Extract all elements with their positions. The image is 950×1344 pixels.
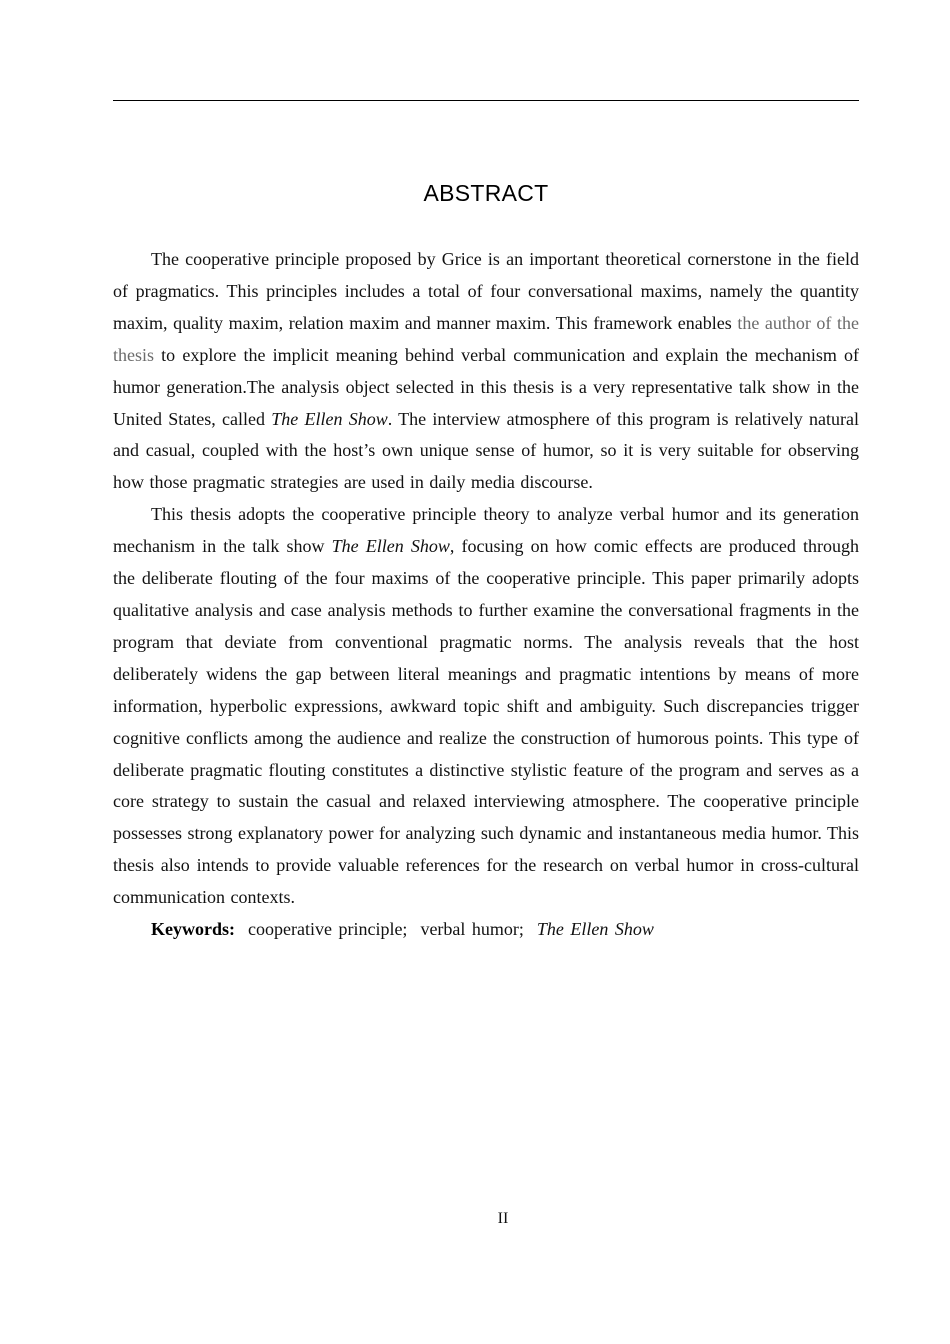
abstract-body [113,244,859,946]
paragraph-1-text-c: . The interview atmosphere of this program is relatively natural and casual, coupled with the host’s own unique sense of humor, so it is very suitable for observing how those pragmatic strategies are used in daily media discourse. [113,408,859,493]
keyword-item-3: The Ellen Show [536,919,654,940]
paragraph-2-text-b: , focusing on how comic effects are produced through the deliberate flouting of the four maxims of the cooperative principle. This paper primarily adopts qualitative analysis and case analysis methods to further examine the conversational fragments in the program that deviate from conventional pragmatic norms. The analysis reveals that the host deliberately widens the gap between literal meanings and pragmatic intentions by means of more information, hyperbolic expressions, awkward topic shift and ambiguity. Such discrepancies trigger cognitive conflicts among the audience and realize the construction of humorous points. This type of deliberate pragmatic flouting constitutes a distinctive stylistic feature of the program and serves as a core strategy to sustain the casual and relaxed interviewing atmosphere. The cooperative principle possesses strong explanatory power for analyzing such dynamic and instantaneous media humor. This thesis also intends to provide valuable references for the research on verbal humor in cross-cultural communication contexts. [113,536,860,908]
paragraph-1-text-b: to explore the implicit meaning behind verbal communication and explain the mechanism of humor generation.The analysis object selected in this thesis is a very representative talk show in the United States, called [113,344,859,429]
abstract-title: ABSTRACT [423,180,549,206]
header-rule [113,100,859,101]
keyword-item-2: verbal humor; [420,919,524,940]
paragraph-2-show-title: The Ellen Show [331,536,450,557]
abstract-paragraph-2 [113,499,859,914]
keywords-label: Keywords: [151,919,235,940]
page-number: II [497,1210,509,1227]
keywords-line [113,914,859,946]
paragraph-1-muted-text: the author of the thesis [113,312,859,365]
paragraph-2-text-a: This thesis adopts the cooperative principle theory to analyze verbal humor and its generation mechanism in the talk show [113,504,859,557]
keyword-item-1: cooperative principle; [248,919,408,940]
paragraph-1-text-a: The cooperative principle proposed by Grice is an important theoretical cornerstone in the field of pragmatics. This principles includes a total of four conversational maxims, namely the quantity maxim, quality maxim, relation maxim and manner maxim. This framework enables [113,249,859,333]
paragraph-1-show-title: The Ellen Show [271,408,388,429]
abstract-paragraph-1 [113,244,859,499]
